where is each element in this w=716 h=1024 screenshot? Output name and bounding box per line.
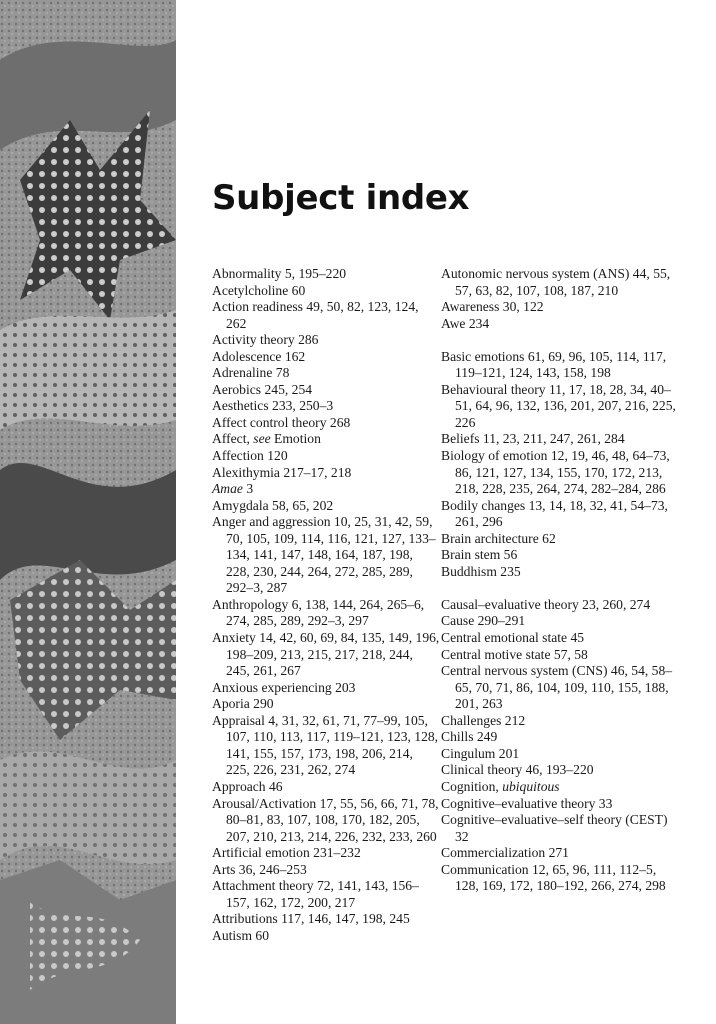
index-entry: Biology of emotion 12, 19, 46, 48, 64–73, 86, 121, 127, 134, 155, 170, 172, 213, 218, 228, 235, 264, 274, 282–284, 286: [441, 448, 670, 497]
index-entry: Aerobics 245, 254: [212, 381, 313, 397]
index-entry: Appraisal 4, 31, 32, 61, 71, 77–99, 105, 107, 110, 113, 117, 119–121, 123, 128, 141, 155, 157, 173, 198, 206, 214, 225, 226, 231, 262, 274: [212, 712, 439, 778]
index-entry: Action readiness 49, 50, 82, 123, 124, 262: [212, 299, 419, 331]
index-entry: Cognitive–evaluative–self theory (CEST) 32: [441, 812, 668, 844]
page-title: Subject index: [212, 178, 470, 218]
aboriginal-dot-art: [0, 0, 176, 1024]
decorative-artwork-strip: [0, 0, 176, 1024]
index-entry: Alexithymia 217–17, 218: [212, 464, 352, 480]
index-entry: Autonomic nervous system (ANS) 44, 55, 57, 63, 82, 107, 108, 187, 210: [441, 266, 671, 298]
index-entry: Challenges 212: [441, 712, 526, 728]
index-column-right: [441, 266, 681, 895]
index-entry: Causal–evaluative theory 23, 260, 274: [441, 596, 651, 612]
index-entry: Central nervous system (CNS) 46, 54, 58–65, 70, 71, 86, 104, 109, 110, 155, 188, 201, 263: [441, 663, 673, 712]
index-entry: Affection 120: [212, 448, 288, 464]
index-entry: Anthropology 6, 138, 144, 264, 265–6, 274, 285, 289, 292–3, 297: [212, 596, 425, 629]
index-entry: Arousal/Activation 17, 55, 56, 66, 71, 78, 80–81, 83, 107, 108, 170, 182, 205, 207, 210, 213, 214, 226, 232, 233, 260: [212, 795, 439, 844]
index-entry: Anxious experiencing 203: [212, 679, 356, 695]
index-entry: Adrenaline 78: [212, 365, 290, 381]
index-column-left: [212, 266, 440, 944]
index-entry: Communication 12, 65, 96, 111, 112–5, 128, 169, 172, 180–192, 266, 274, 298: [441, 861, 666, 894]
index-entry: Activity theory 286: [212, 332, 319, 348]
index-entry: Attachment theory 72, 141, 143, 156–157, 162, 172, 200, 217: [212, 878, 419, 910]
index-section-gap: [441, 580, 681, 597]
index-entry: Anger and aggression 10, 25, 31, 42, 59, 70, 105, 109, 114, 116, 121, 127, 133–134, 141, 147, 148, 164, 187, 198, 228, 230, 244, 264, 272, 285, 289, 292–3, 287: [212, 514, 436, 596]
index-entry: Buddhism 235: [441, 563, 521, 579]
index-section-gap: [441, 332, 681, 349]
index-entry: Aporia 290: [212, 696, 274, 712]
index-entry: Cognition, ubiquitous: [441, 778, 560, 794]
index-entry: Commercialization 271: [441, 845, 569, 861]
index-entry: Behavioural theory 11, 17, 18, 28, 34, 40–51, 64, 96, 132, 136, 201, 207, 216, 225, 226: [441, 381, 676, 430]
index-entry: Aesthetics 233, 250–3: [212, 398, 334, 414]
index-entry: Clinical theory 46, 193–220: [441, 762, 594, 778]
index-entry: Bodily changes 13, 14, 18, 32, 41, 54–73, 261, 296: [441, 497, 668, 530]
index-entry: Brain architecture 62: [441, 530, 556, 546]
index-entry: Attributions 117, 146, 147, 198, 245: [212, 911, 410, 927]
index-entry: Awe 234: [441, 315, 490, 331]
index-entry: Cause 290–291: [441, 613, 526, 629]
index-entry: Central motive state 57, 58: [441, 646, 588, 662]
index-entry: Chills 249: [441, 729, 498, 745]
index-entry: Adolescence 162: [212, 348, 306, 364]
index-entry: Awareness 30, 122: [441, 299, 544, 315]
index-entry: Approach 46: [212, 778, 283, 794]
index-entry: Affect control theory 268: [212, 414, 351, 430]
index-entry: Abnormality 5, 195–220: [212, 266, 347, 281]
index-entry: Affect, see Emotion: [212, 431, 321, 447]
index-entry: Artificial emotion 231–232: [212, 845, 361, 861]
index-entry: Basic emotions 61, 69, 96, 105, 114, 117, 119–121, 124, 143, 158, 198: [441, 348, 667, 381]
index-entry: Amae 3: [212, 481, 254, 497]
index-entry: Brain stem 56: [441, 547, 518, 563]
index-entry: Acetylcholine 60: [212, 282, 306, 298]
index-entry: Beliefs 11, 23, 211, 247, 261, 284: [441, 431, 625, 447]
index-entry: Autism 60: [212, 927, 270, 943]
index-entry: Amygdala 58, 65, 202: [212, 497, 334, 513]
index-entry: Cognitive–evaluative theory 33: [441, 795, 613, 811]
index-entry: Arts 36, 246–253: [212, 861, 307, 877]
index-entry: Central emotional state 45: [441, 630, 585, 646]
index-entry: Anxiety 14, 42, 60, 69, 84, 135, 149, 196, 198–209, 213, 215, 217, 218, 244, 245, 261, 267: [212, 630, 440, 679]
index-entry: Cingulum 201: [441, 745, 520, 761]
